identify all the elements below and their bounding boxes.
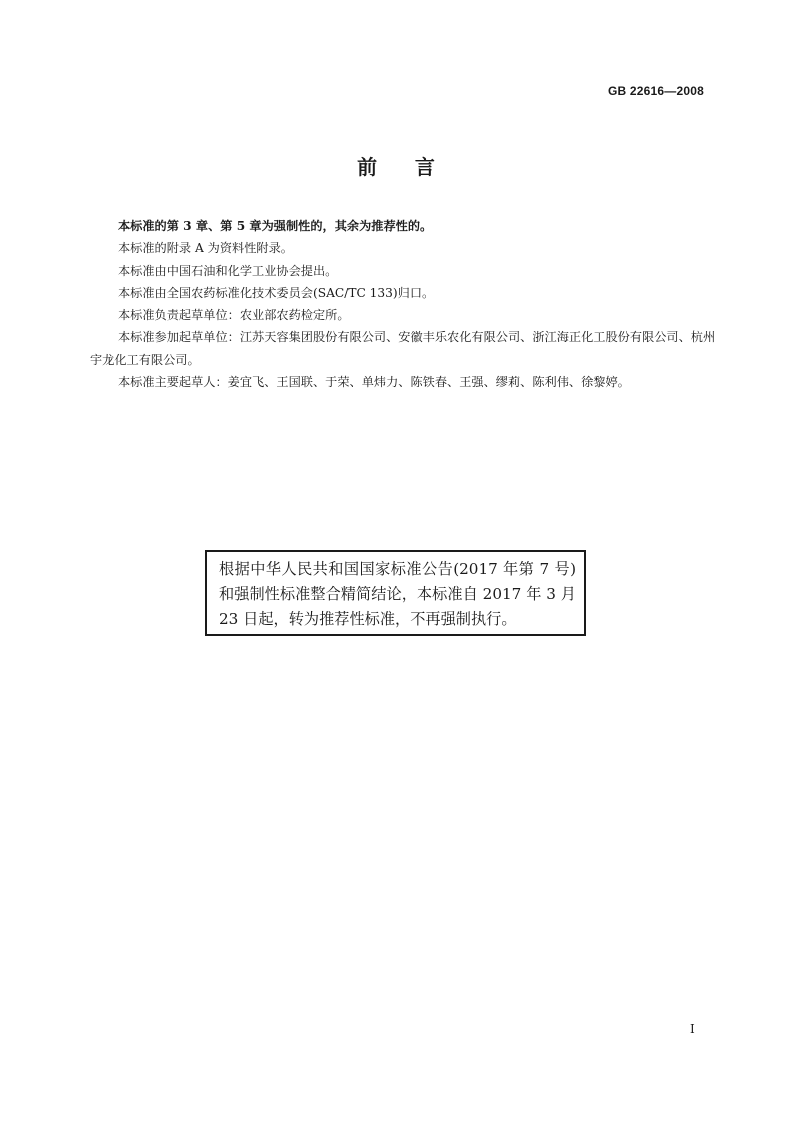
- paragraph-administrator: 本标准由全国农药标准化技术委员会(SAC/TC 133)归口。: [118, 285, 435, 300]
- paragraph-proposer: 本标准由中国石油和化学工业协会提出。: [118, 263, 338, 278]
- notice-text: 根据中华人民共和国国家标准公告(2017 年第 7 号)和强制性标准整合精简结论，本标准自 2017 年 3 月 23 日起，转为推荐性标准，不再强制执行。: [219, 560, 576, 628]
- paragraph-mandatory-chapters: 本标准的第 3 章、第 5 章为强制性的，其余为推荐性的。: [118, 219, 433, 233]
- paragraph-responsible-drafter: 本标准负责起草单位：农业部农药检定所。: [118, 308, 350, 323]
- paragraph-main-drafters: 本标准主要起草人：姜宜飞、王国联、于荣、单炜力、陈铁春、王强、缪莉、陈利伟、徐黎婷。: [118, 375, 630, 390]
- paragraph-participating-drafters: 本标准参加起草单位：江苏天容集团股份有限公司、安徽丰乐农化有限公司、浙江海正化工股份有限公司、杭州宇龙化工有限公司。: [90, 330, 716, 367]
- standard-number: GB 22616—2008: [608, 84, 704, 98]
- page-number: I: [690, 1022, 695, 1036]
- foreword-body: [90, 215, 716, 393]
- paragraph-appendix: 本标准的附录 A 为资料性附录。: [118, 241, 293, 256]
- notice-box: [205, 550, 586, 636]
- page-title: 前 言: [357, 155, 437, 179]
